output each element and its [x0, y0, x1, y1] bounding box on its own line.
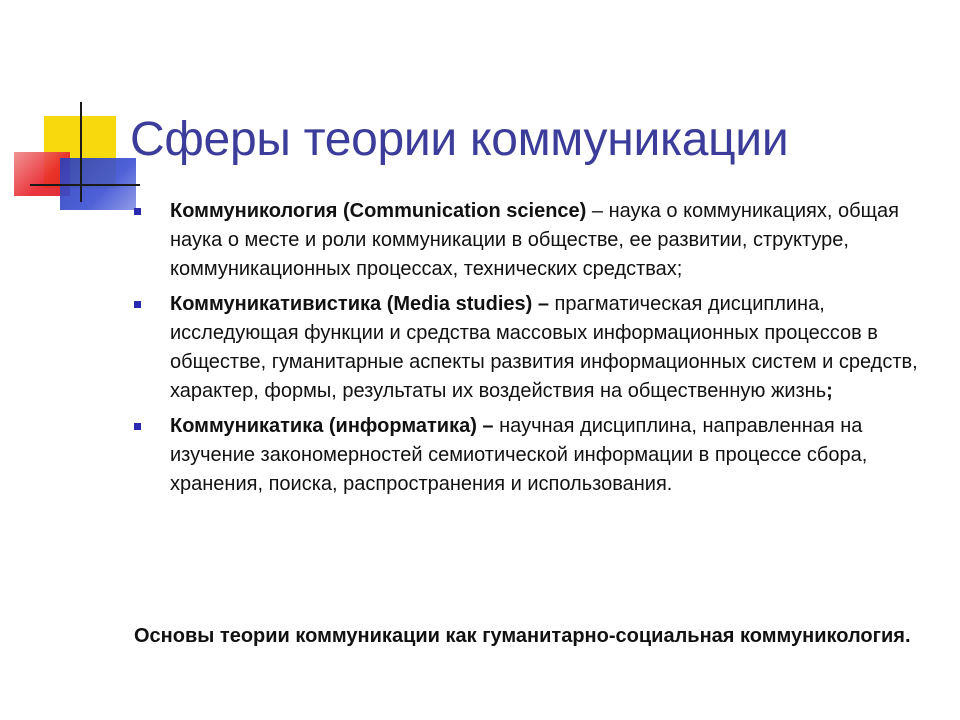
horizontal-line	[30, 184, 140, 186]
bullet-tail: ;	[826, 380, 833, 402]
bullet-list	[130, 197, 930, 505]
footer-note: Основы теории коммуникации как гуманитарно-социальная коммуникология.	[134, 625, 911, 647]
bullet-dash: –	[586, 200, 604, 222]
bullet-item-informatics	[130, 412, 930, 499]
slide-title: Сферы теории коммуникации	[130, 113, 789, 166]
vertical-line	[80, 102, 82, 202]
bullet-definition: научная дисциплина, направленная на изучение закономерностей семиотической информации в процессе сбора, хранения, поиска, распространения и использования.	[170, 415, 868, 495]
overlapping-squares-logo-icon	[0, 0, 140, 220]
bullet-text	[170, 200, 899, 280]
bullet-term: Коммуникология (Communication science)	[170, 200, 587, 222]
square-bullet-icon	[134, 208, 141, 215]
bullet-definition: наука о коммуникациях, общая наука о месте и роли коммуникации в обществе, ее развитии, структуре, коммуникационных процессах, технических средствах;	[170, 200, 899, 280]
bullet-text	[170, 293, 918, 402]
bullet-dash: –	[476, 415, 494, 437]
bullet-dash: –	[532, 293, 549, 315]
bullet-term: Коммуникативистика (Media studies)	[170, 293, 533, 315]
square-bullet-icon	[134, 301, 141, 308]
bullet-definition: прагматическая дисциплина, исследующая функции и средства массовых информационных процессов в обществе, гуманитарные аспекты развития информационных систем и средств, характер, формы, результаты их воздействия на общественную жизнь	[170, 293, 918, 402]
bullet-term: Коммуникатика (информатика)	[170, 415, 477, 437]
bullet-text	[170, 415, 867, 495]
bullet-item-communicology	[130, 197, 930, 284]
bullet-item-media-studies	[130, 290, 930, 406]
square-bullet-icon	[134, 423, 141, 430]
